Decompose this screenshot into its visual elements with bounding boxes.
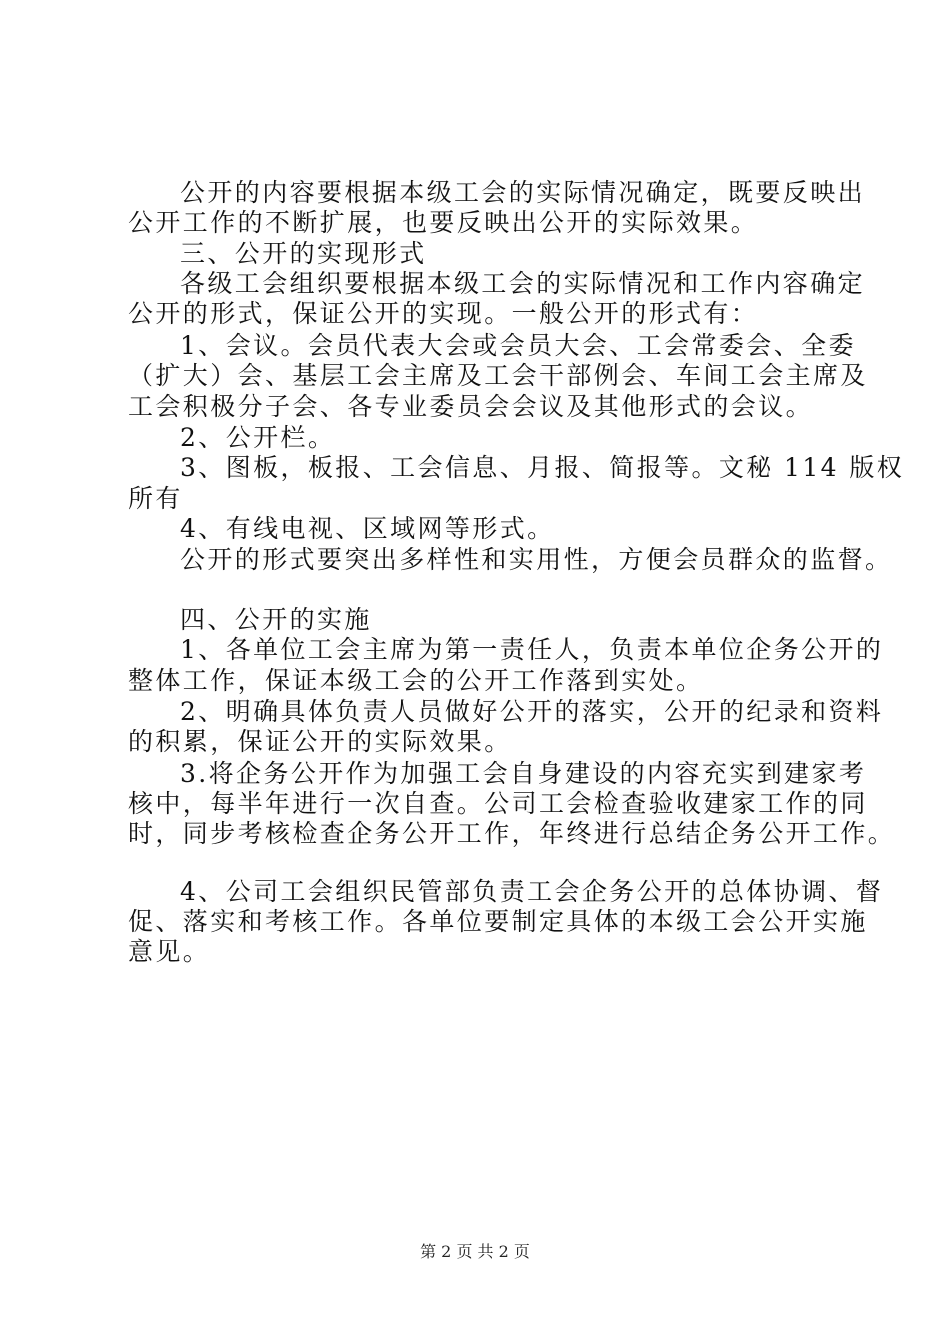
paragraph-line: 2、明确具体负责人员做好公开的落实，公开的纪录和资料 <box>180 697 884 726</box>
paragraph-line: 公开的形式要突出多样性和实用性，方便会员群众的监督。 <box>180 545 893 574</box>
paragraph-line: 时，同步考核检查企务公开工作，年终进行总结企务公开工作。 <box>128 819 896 848</box>
paragraph-line: 工会积极分子会、各专业委员会会议及其他形式的会议。 <box>128 392 814 421</box>
paragraph-line: 促、落实和考核工作。各单位要制定具体的本级工会公开实施 <box>128 907 868 936</box>
paragraph-line: 4、公司工会组织民管部负责工会企务公开的总体协调、督 <box>180 877 884 906</box>
paragraph-line: 公开的形式，保证公开的实现。一般公开的形式有： <box>128 299 759 328</box>
paragraph-line: 的积累，保证公开的实际效果。 <box>128 727 512 756</box>
paragraph-line: 公开工作的不断扩展，也要反映出公开的实际效果。 <box>128 208 759 237</box>
paragraph-line: 意见。 <box>128 937 211 966</box>
paragraph-line: 1、各单位工会主席为第一责任人，负责本单位企务公开的 <box>180 635 884 664</box>
section-heading: 四、公开的实施 <box>180 605 372 634</box>
paragraph-line: 整体工作，保证本级工会的公开工作落到实处。 <box>128 666 704 695</box>
paragraph-line: 核中，每半年进行一次自查。公司工会检查验收建家工作的同 <box>128 789 868 818</box>
section-heading: 三、公开的实现形式 <box>180 239 427 268</box>
paragraph-line: 1、会议。会员代表大会或会员大会、工会常委会、全委 <box>180 331 856 360</box>
paragraph-line: 2、公开栏。 <box>180 423 336 452</box>
paragraph-line: 4、有线电视、区域网等形式。 <box>180 514 555 543</box>
paragraph-line: 3.将企务公开作为加强工会自身建设的内容充实到建家考 <box>180 759 867 788</box>
paragraph-line: 公开的内容要根据本级工会的实际情况确定，既要反映出 <box>180 178 866 207</box>
page-number-footer: 第 2 页 共 2 页 <box>420 1242 530 1261</box>
paragraph-line: 所有 <box>128 484 183 513</box>
paragraph-line: （扩大）会、基层工会主席及工会干部例会、车间工会主席及 <box>128 361 868 390</box>
paragraph-line: 各级工会组织要根据本级工会的实际情况和工作内容确定 <box>180 269 866 298</box>
paragraph-line: 3、图板，板报、工会信息、月报、简报等。文秘 114 版权 <box>180 453 905 482</box>
